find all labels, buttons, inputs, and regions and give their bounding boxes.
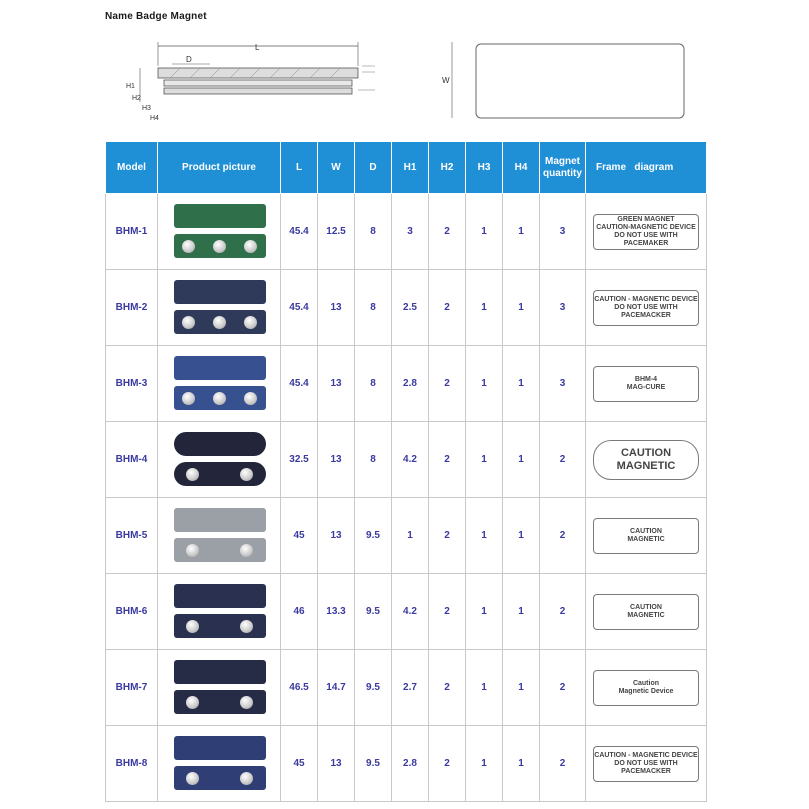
spec-cell-d: 9.5: [355, 650, 392, 726]
frame-diagram: [586, 346, 707, 422]
magnet-icon: [240, 468, 253, 481]
spec-cell-h4: 1: [503, 574, 540, 650]
badge-back-plate: [174, 234, 266, 258]
spec-cell-l: 45: [281, 498, 318, 574]
badge-front-plate: [174, 660, 266, 684]
model-cell: BHM-2: [106, 270, 158, 346]
side-profile-drawing: [100, 36, 400, 126]
frame-diagram: [586, 726, 707, 802]
spec-cell-h2: 2: [429, 346, 466, 422]
spec-cell-h2: 2: [429, 194, 466, 270]
column-header: H1: [392, 142, 429, 194]
spec-cell-h1: 2.7: [392, 650, 429, 726]
magnet-icon: [244, 392, 257, 405]
frame-text-line: DO NOT USE WITH PACEMACKER: [614, 759, 678, 775]
magnet-icon: [213, 240, 226, 253]
frame-diagram: [586, 498, 707, 574]
spec-cell-d: 8: [355, 270, 392, 346]
spec-cell-h1: 2.8: [392, 726, 429, 802]
badge-front-plate: [174, 736, 266, 760]
spec-cell-l: 45: [281, 726, 318, 802]
product-picture: [158, 498, 281, 574]
spec-cell-l: 46.5: [281, 650, 318, 726]
spec-cell-h2: 2: [429, 650, 466, 726]
magnet-icon: [213, 316, 226, 329]
table-row: [106, 422, 707, 498]
spec-cell-h2: 2: [429, 422, 466, 498]
product-picture: [158, 726, 281, 802]
spec-cell-h1: 3: [392, 194, 429, 270]
frame-diagram: [586, 650, 707, 726]
magnet-icon: [186, 772, 199, 785]
magnet-icon: [186, 544, 199, 557]
table-row: [106, 194, 707, 270]
magnet-icon: [213, 392, 226, 405]
model-cell: BHM-6: [106, 574, 158, 650]
dim-label-H1: H1: [126, 83, 135, 90]
spec-cell-l: 45.4: [281, 194, 318, 270]
badge-back-plate: [174, 462, 266, 486]
column-header: W: [318, 142, 355, 194]
magnet-icon: [186, 468, 199, 481]
badge-back-plate: [174, 310, 266, 334]
magnet-icon: [182, 240, 195, 253]
badge-front-plate: [174, 584, 266, 608]
product-picture: [158, 194, 281, 270]
spec-cell-l: 46: [281, 574, 318, 650]
dim-label-H3: H3: [142, 105, 151, 112]
spec-cell-h4: 1: [503, 194, 540, 270]
spec-cell-d: 9.5: [355, 574, 392, 650]
dim-label-L: L: [255, 43, 260, 52]
frame-text-line: CAUTION - MAGNETIC DEVICE: [594, 295, 698, 303]
badge-back-plate: [174, 386, 266, 410]
spec-cell-d: 9.5: [355, 498, 392, 574]
spec-cell-h1: 1: [392, 498, 429, 574]
spec-cell-h4: 1: [503, 346, 540, 422]
badge-back-plate: [174, 538, 266, 562]
spec-cell-h3: 1: [466, 422, 503, 498]
table-row: [106, 574, 707, 650]
model-cell: BHM-8: [106, 726, 158, 802]
column-header: Model: [106, 142, 158, 194]
frame-text-line: CAUTION: [630, 527, 662, 535]
spec-cell-qty: 2: [540, 726, 586, 802]
badge-front-plate: [174, 204, 266, 228]
spec-cell-w: 14.7: [318, 650, 355, 726]
magnet-icon: [182, 316, 195, 329]
badge-back-plate: [174, 766, 266, 790]
model-cell: BHM-1: [106, 194, 158, 270]
spec-cell-w: 13: [318, 346, 355, 422]
frame-diagram: [586, 194, 707, 270]
dim-label-H4: H4: [150, 115, 159, 122]
product-picture: [158, 346, 281, 422]
product-picture: [158, 422, 281, 498]
spec-cell-d: 8: [355, 422, 392, 498]
magnet-icon: [186, 696, 199, 709]
spec-cell-h3: 1: [466, 498, 503, 574]
spec-cell-h2: 2: [429, 498, 466, 574]
column-header: H3: [466, 142, 503, 194]
magnet-icon: [182, 392, 195, 405]
badge-front-plate: [174, 356, 266, 380]
spec-cell-d: 9.5: [355, 726, 392, 802]
frame-text-line: Magnetic Device: [618, 687, 674, 695]
column-header: H2: [429, 142, 466, 194]
page-title: Name Badge Magnet: [105, 11, 207, 22]
spec-cell-h1: 2.5: [392, 270, 429, 346]
table-header-row: [106, 142, 707, 194]
frame-text-line: MAG-CURE: [626, 383, 666, 391]
frame-text-line: CAUTION - MAGNETIC DEVICE: [594, 751, 698, 759]
column-header: D: [355, 142, 392, 194]
frame-diagram: [586, 270, 707, 346]
frame-text-line: DO NOT USE WITH PACEMACKER: [614, 303, 678, 319]
product-picture: [158, 574, 281, 650]
spec-cell-h3: 1: [466, 574, 503, 650]
column-header: L: [281, 142, 318, 194]
table-row: [106, 498, 707, 574]
spec-cell-w: 13: [318, 270, 355, 346]
magnet-icon: [240, 696, 253, 709]
spec-cell-h1: 4.2: [392, 422, 429, 498]
table-row: [106, 346, 707, 422]
magnet-icon: [244, 316, 257, 329]
frame-text-line: MAGNETIC: [616, 459, 676, 472]
spec-cell-l: 32.5: [281, 422, 318, 498]
spec-cell-h3: 1: [466, 346, 503, 422]
magnet-icon: [240, 620, 253, 633]
spec-cell-qty: 3: [540, 270, 586, 346]
spec-cell-qty: 2: [540, 650, 586, 726]
frame-text-line: BHM-4: [634, 375, 658, 383]
frame-text-line: CAUTION-MAGNETIC DEVICE: [596, 223, 696, 231]
frame-diagram: [586, 422, 707, 498]
column-header: H4: [503, 142, 540, 194]
frame-text-line: Caution: [632, 679, 660, 687]
frame-text-line: GREEN MAGNET: [617, 215, 675, 223]
spec-cell-w: 13: [318, 422, 355, 498]
spec-cell-h4: 1: [503, 422, 540, 498]
magnet-icon: [240, 772, 253, 785]
table-row: [106, 726, 707, 802]
top-view-drawing: [440, 36, 690, 126]
frame-diagram: [586, 574, 707, 650]
badge-back-plate: [174, 690, 266, 714]
spec-cell-qty: 2: [540, 422, 586, 498]
frame-text-line: DO NOT USE WITH PACEMAKER: [614, 231, 678, 247]
spec-cell-h3: 1: [466, 726, 503, 802]
frame-text-line: CAUTION: [630, 603, 662, 611]
spec-cell-h4: 1: [503, 650, 540, 726]
spec-cell-h3: 1: [466, 270, 503, 346]
badge-front-plate: [174, 280, 266, 304]
model-cell: BHM-3: [106, 346, 158, 422]
spec-table: [105, 141, 707, 802]
spec-cell-h4: 1: [503, 498, 540, 574]
badge-front-plate: [174, 432, 266, 456]
spec-cell-qty: 3: [540, 346, 586, 422]
spec-cell-h1: 4.2: [392, 574, 429, 650]
frame-text-line: CAUTION: [620, 446, 672, 459]
column-header: Magnet quantity: [540, 142, 586, 194]
model-cell: BHM-4: [106, 422, 158, 498]
spec-cell-h1: 2.8: [392, 346, 429, 422]
spec-cell-w: 13.3: [318, 574, 355, 650]
product-picture: [158, 270, 281, 346]
spec-cell-h3: 1: [466, 650, 503, 726]
spec-cell-l: 45.4: [281, 346, 318, 422]
frame-text-line: MAGNETIC: [627, 535, 665, 543]
spec-cell-qty: 3: [540, 194, 586, 270]
model-cell: BHM-7: [106, 650, 158, 726]
spec-cell-h2: 2: [429, 574, 466, 650]
table-row: [106, 270, 707, 346]
magnet-icon: [186, 620, 199, 633]
spec-cell-d: 8: [355, 346, 392, 422]
table-row: [106, 650, 707, 726]
dim-label-H2: H2: [132, 95, 141, 102]
product-picture: [158, 650, 281, 726]
spec-cell-h2: 2: [429, 726, 466, 802]
spec-cell-w: 13: [318, 726, 355, 802]
model-cell: BHM-5: [106, 498, 158, 574]
dim-label-W: W: [442, 76, 450, 85]
badge-back-plate: [174, 614, 266, 638]
dim-label-D: D: [186, 55, 192, 64]
spec-cell-qty: 2: [540, 574, 586, 650]
column-header: Frame diagram: [586, 142, 707, 194]
spec-cell-h4: 1: [503, 270, 540, 346]
frame-text-line: MAGNETIC: [627, 611, 665, 619]
spec-cell-h4: 1: [503, 726, 540, 802]
spec-cell-h3: 1: [466, 194, 503, 270]
spec-cell-w: 12.5: [318, 194, 355, 270]
spec-cell-h2: 2: [429, 270, 466, 346]
column-header: Product picture: [158, 142, 281, 194]
badge-front-plate: [174, 508, 266, 532]
magnet-icon: [244, 240, 257, 253]
spec-cell-w: 13: [318, 498, 355, 574]
spec-cell-d: 8: [355, 194, 392, 270]
spec-cell-qty: 2: [540, 498, 586, 574]
spec-cell-l: 45.4: [281, 270, 318, 346]
magnet-icon: [240, 544, 253, 557]
